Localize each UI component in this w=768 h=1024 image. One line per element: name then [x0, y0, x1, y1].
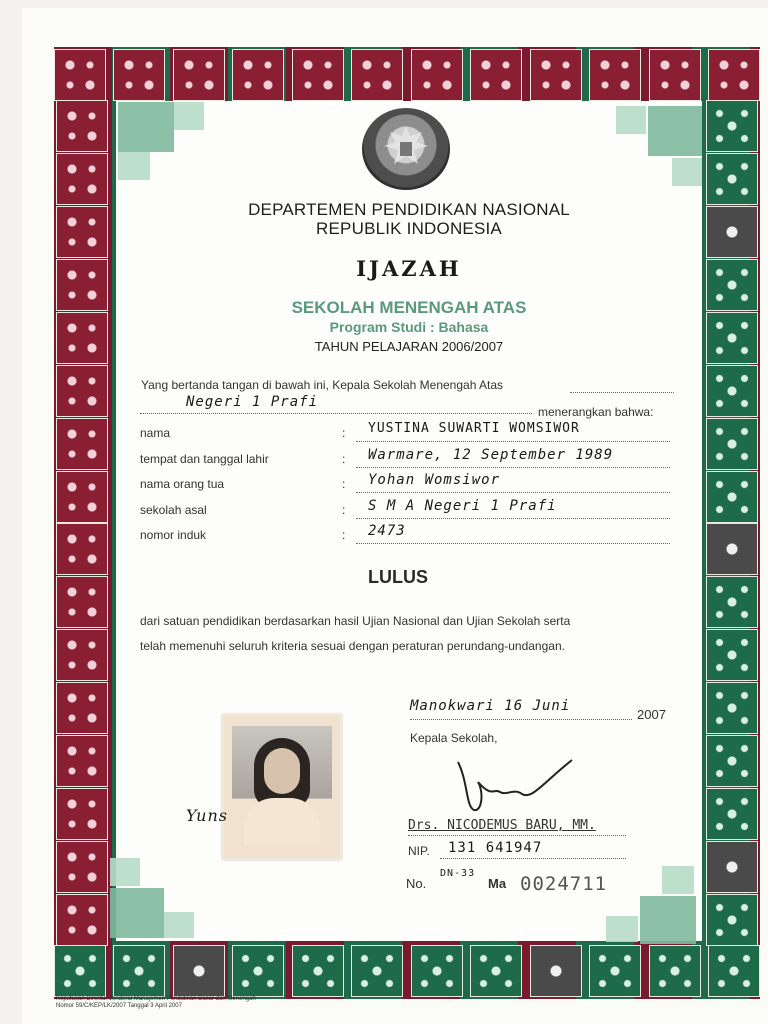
number-code: DN-33	[440, 868, 476, 879]
border-tile	[173, 945, 225, 997]
student-photo	[222, 714, 342, 860]
border-tile	[706, 523, 758, 575]
border-tile	[470, 49, 522, 101]
corner-ornament-top-right	[648, 106, 702, 156]
border-tile	[56, 788, 108, 840]
border-tile	[56, 735, 108, 787]
field-value: YUSTINA SUWARTI WOMSIWOR	[368, 421, 580, 436]
field-value: S M A Negeri 1 Prafi	[368, 498, 557, 514]
dotted-line	[410, 719, 632, 720]
border-tile	[292, 49, 344, 101]
number-label: No.	[406, 876, 427, 891]
border-tile	[708, 945, 760, 997]
corner-ornament-top-left	[118, 152, 150, 180]
department-line: DEPARTEMEN PENDIDIKAN NASIONAL	[248, 200, 570, 219]
border-tile	[54, 945, 106, 997]
dotted-line	[356, 467, 670, 468]
border-tile	[56, 894, 108, 946]
principal-name: Drs. NICODEMUS BARU, MM.	[408, 818, 596, 833]
academic-year: TAHUN PELAJARAN 2006/2007	[314, 339, 504, 354]
border-tile	[706, 471, 758, 523]
border-tile	[113, 49, 165, 101]
place-date: Manokwari 16 Juni	[410, 698, 571, 714]
border-tile	[56, 365, 108, 417]
field-colon: :	[342, 452, 346, 466]
dotted-line	[356, 518, 670, 519]
study-program: Program Studi : Bahasa	[329, 319, 489, 335]
field-colon: :	[342, 503, 346, 517]
corner-ornament-bottom-right	[662, 866, 694, 894]
border-tile	[708, 49, 760, 101]
border-tile	[56, 259, 108, 311]
border-tile	[706, 894, 758, 946]
border-tile	[351, 49, 403, 101]
field-value: 2473	[368, 523, 406, 539]
dotted-line	[356, 543, 670, 544]
border-tile	[706, 418, 758, 470]
corner-ornament-bottom-right	[640, 896, 696, 944]
border-tile	[706, 841, 758, 893]
dotted-line	[440, 858, 626, 859]
border-tile	[173, 49, 225, 101]
statement-line-1: dari satuan pendidikan berdasarkan hasil Ujian Nasional dan Ujian Sekolah serta	[140, 614, 571, 628]
corner-ornament-bottom-right	[606, 916, 638, 942]
school-name-handwritten: Negeri 1 Prafi	[186, 394, 319, 410]
field-value: Warmare, 12 September 1989	[368, 447, 614, 463]
field-label: nama	[140, 426, 171, 440]
border-tile	[706, 682, 758, 734]
border-tile	[649, 945, 701, 997]
border-tile	[411, 945, 463, 997]
border-tile	[292, 945, 344, 997]
field-colon: :	[342, 528, 346, 542]
border-tile	[706, 100, 758, 152]
dotted-line	[408, 835, 626, 836]
intro-text: Yang bertanda tangan di bawah ini, Kepala Sekolah Menengah Atas	[141, 378, 504, 392]
field-label: tempat dan tanggal lahir	[140, 452, 269, 466]
border-tile	[589, 49, 641, 101]
corner-ornament-bottom-left	[164, 912, 194, 938]
border-tile	[706, 206, 758, 258]
border-tile	[56, 100, 108, 152]
footer-line-2: Nomor 59/C/KEP/LK/2007 Tanggal 3 April 2007	[56, 1003, 182, 1009]
border-tile	[56, 418, 108, 470]
corner-ornament-top-left	[174, 102, 204, 130]
border-tile	[351, 945, 403, 997]
field-colon: :	[342, 426, 346, 440]
field-label: nama orang tua	[140, 477, 225, 491]
field-value: Yohan Womsiwor	[368, 472, 501, 488]
border-tile	[589, 945, 641, 997]
nip-value: 131 641947	[448, 840, 543, 856]
footer-line-1: Keputusan Direktur Jenderal Manajemen Pendidikan Dasar dan Menengah	[56, 996, 256, 1002]
border-tile	[56, 523, 108, 575]
nip-label: NIP.	[408, 844, 430, 858]
border-tile	[706, 259, 758, 311]
field-label: nomor induk	[140, 528, 207, 542]
border-tile	[232, 49, 284, 101]
student-signature: Yuns	[186, 806, 228, 825]
corner-ornament-top-right	[672, 158, 702, 186]
border-tile	[706, 735, 758, 787]
border-tile	[56, 471, 108, 523]
corner-ornament-top-left	[118, 102, 174, 152]
border-tile	[706, 629, 758, 681]
dotted-line	[140, 413, 532, 414]
border-tile	[56, 841, 108, 893]
serial-number: 0024711	[520, 873, 608, 895]
border-tile	[411, 49, 463, 101]
corner-ornament-bottom-left	[110, 888, 164, 938]
border-tile	[530, 49, 582, 101]
dotted-line	[356, 441, 670, 442]
border-tile	[56, 153, 108, 205]
dotted-line	[356, 492, 670, 493]
corner-ornament-top-right	[616, 106, 646, 134]
footer-decree	[56, 996, 256, 1010]
border-tile	[56, 206, 108, 258]
corner-ornament-bottom-left	[110, 858, 140, 886]
republic-line: REPUBLIK INDONESIA	[316, 219, 502, 238]
border-tile	[706, 365, 758, 417]
signature-year: 2007	[637, 707, 666, 722]
border-tile	[470, 945, 522, 997]
border-tile	[530, 945, 582, 997]
border-tile	[56, 629, 108, 681]
border-tile	[56, 576, 108, 628]
border-tile	[56, 312, 108, 364]
border-tile	[706, 576, 758, 628]
border-tile	[706, 788, 758, 840]
border-tile	[113, 945, 165, 997]
department-heading	[116, 200, 702, 238]
result-status: LULUS	[368, 567, 428, 587]
declare-text: menerangkan bahwa:	[538, 405, 654, 419]
statement-line-2: telah memenuhi seluruh kriteria sesuai dengan peraturan perundang-undangan.	[140, 639, 565, 653]
document-title: IJAZAH	[356, 256, 462, 281]
border-tile	[56, 682, 108, 734]
field-label: sekolah asal	[140, 503, 207, 517]
border-tile	[232, 945, 284, 997]
principal-role: Kepala Sekolah,	[410, 731, 498, 745]
border-tile	[706, 312, 758, 364]
dotted-line	[570, 392, 674, 393]
garuda-emblem-icon	[362, 108, 450, 190]
border-tile	[649, 49, 701, 101]
field-colon: :	[342, 477, 346, 491]
border-tile	[706, 153, 758, 205]
border-tile	[54, 49, 106, 101]
school-level: SEKOLAH MENENGAH ATAS	[291, 298, 527, 317]
serial-prefix: Ma	[488, 876, 507, 891]
